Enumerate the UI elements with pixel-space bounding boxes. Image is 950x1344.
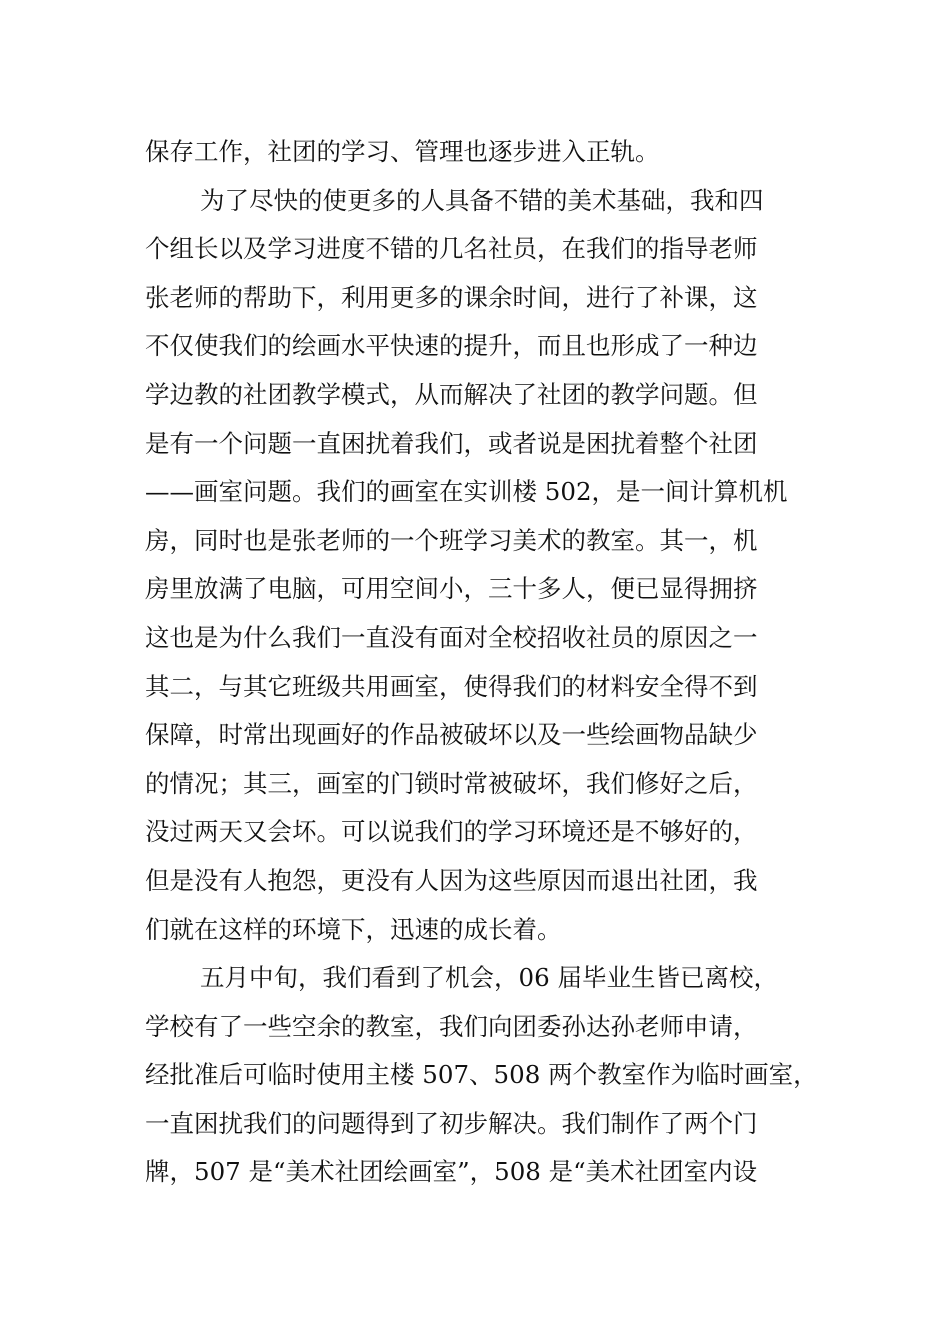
- text-line-16: 但是没有人抱怨，更没有人因为这些原因而退出社团，我: [145, 865, 758, 895]
- text-line-9: 房，同时也是张老师的一个班学习美术的教室。其一，机: [145, 525, 758, 555]
- text-line-11: 这也是为什么我们一直没有面对全校招收社员的原因之一: [145, 622, 758, 652]
- text-line-3: 个组长以及学习进度不错的几名社员，在我们的指导老师: [145, 234, 758, 264]
- text-line-20: 经批准后可临时使用主楼 507、508 两个教室作为临时画室，: [145, 1060, 818, 1090]
- text-line-22: 牌，507 是“美术社团绘画室”，508 是“美术社团室内设: [145, 1157, 758, 1187]
- text-line-14: 的情况；其三，画室的门锁时常被破坏，我们修好之后，: [145, 768, 758, 798]
- text-line-5: 不仅使我们的绘画水平快速的提升，而且也形成了一种边: [145, 331, 758, 361]
- text-line-13: 保障，时常出现画好的作品被破坏以及一些绘画物品缺少: [145, 720, 758, 750]
- text-line-12: 其二，与其它班级共用画室，使得我们的材料安全得不到: [145, 671, 758, 701]
- paragraph-start-line: 为了尽快的使更多的人具备不错的美术基础，我和四: [200, 185, 764, 215]
- text-line-1: 保存工作，社团的学习、管理也逐步进入正轨。: [145, 137, 660, 166]
- text-line-17: 们就在这样的环境下，迅速的成长着。: [145, 914, 562, 944]
- text-line-10: 房里放满了电脑，可用空间小，三十多人，便已显得拥挤: [145, 574, 758, 604]
- text-line-6: 学边教的社团教学模式，从而解决了社团的教学问题。但: [145, 379, 758, 409]
- text-line-19: 学校有了一些空余的教室，我们向团委孙达孙老师申请，: [145, 1011, 758, 1041]
- text-line-7: 是有一个问题一直困扰着我们，或者说是困扰着整个社团: [145, 428, 758, 458]
- text-line-21: 一直困扰我们的问题得到了初步解决。我们制作了两个门: [145, 1108, 758, 1138]
- text-line-15: 没过两天又会坏。可以说我们的学习环境还是不够好的，: [145, 817, 758, 847]
- body-text: [145, 128, 818, 1197]
- text-line-8: ——画室问题。我们的画室在实训楼 502，是一间计算机机: [145, 477, 788, 507]
- text-line-4: 张老师的帮助下，利用更多的课余时间，进行了补课，这: [145, 282, 758, 312]
- paragraph-start-line: 五月中旬，我们看到了机会，06 届毕业生皆已离校，: [200, 963, 778, 993]
